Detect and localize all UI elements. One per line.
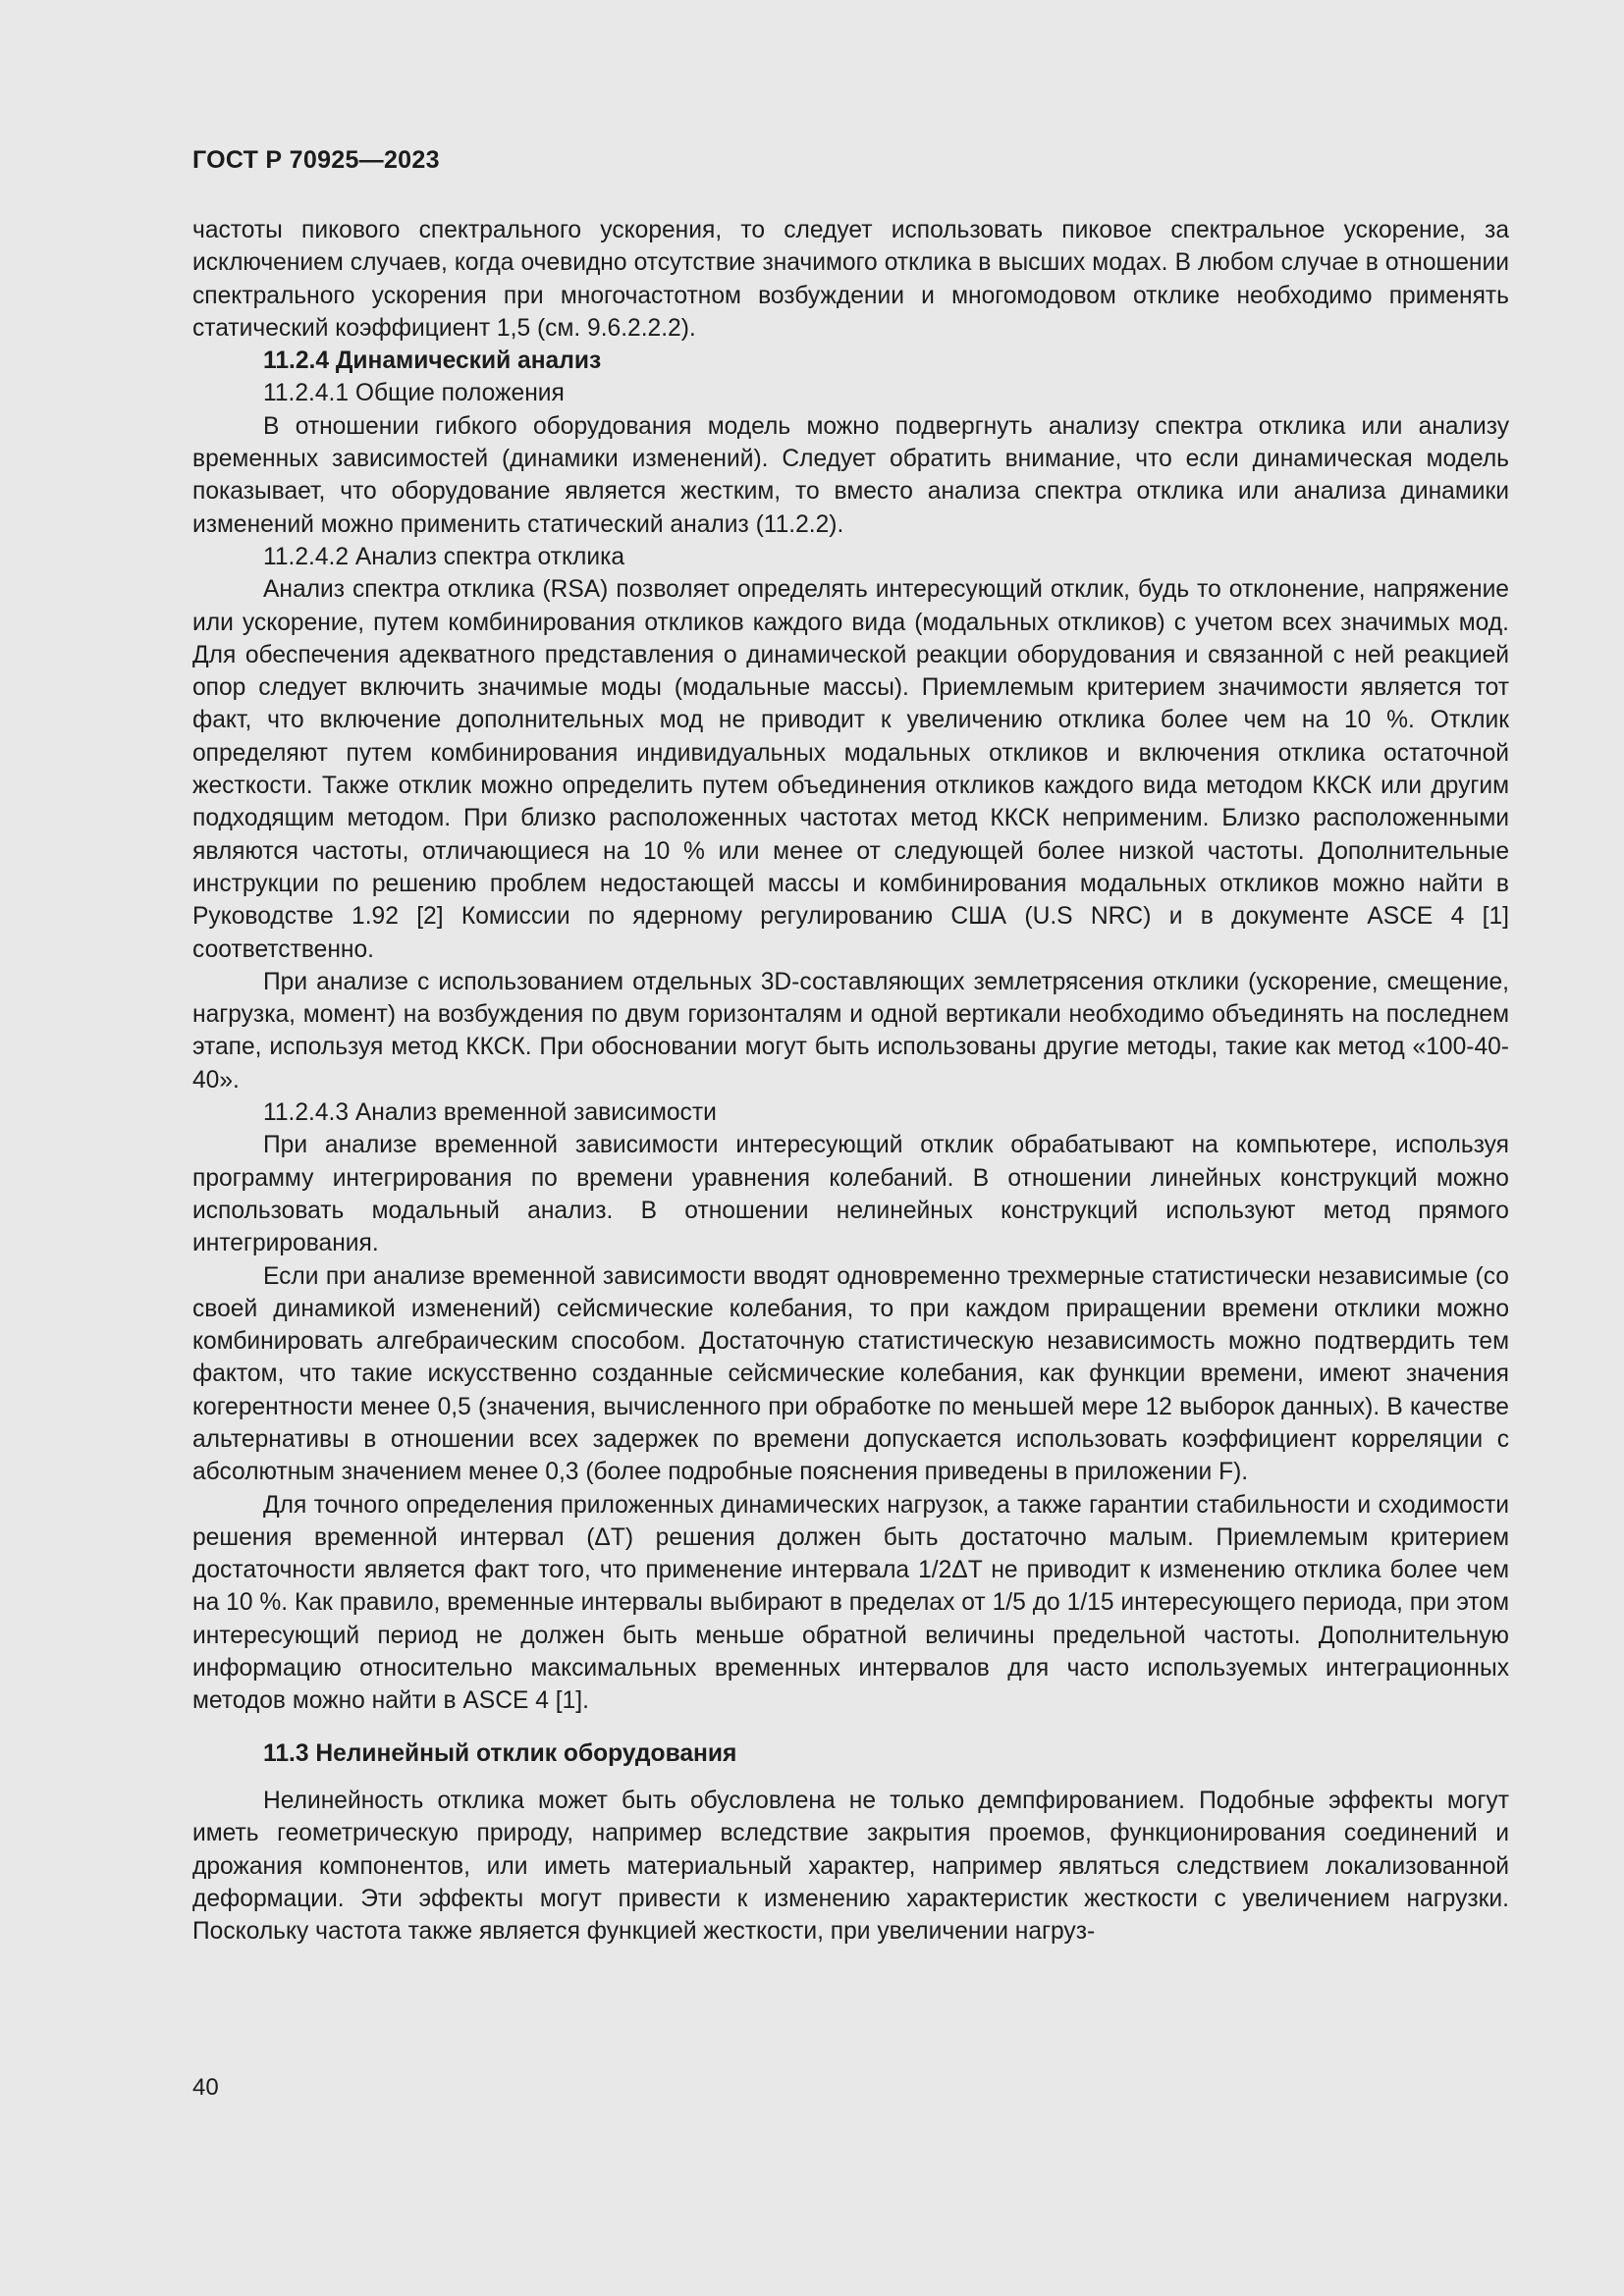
document-body — [192, 214, 1509, 1948]
section-heading-11-2-4: 11.2.4 Динамический анализ — [263, 347, 602, 375]
paragraph-time-history: При анализе временной зависимости интересующий отклик обрабатывают на компьютере, используя программу интегрирования по времени уравнения колебаний. В отношении линейных конструкций можно использовать модальный анализ. В отношении нелинейных конструкций используют метод прямого интегрирования. — [192, 1132, 1509, 1257]
document-code-header: ГОСТ Р 70925—2023 — [192, 146, 440, 174]
paragraph-general-provisions: В отношении гибкого оборудования модель можно подвергнуть анализу спектра отклика или анализу временных зависимостей (динамики изменений). Следует обратить внимание, что если динамическая модель показывает, что оборудование является жестким, то вместо анализа спектра отклика или анализа динамики изменений можно применить статический анализ (11.2.2). — [192, 412, 1509, 538]
paragraph-continuation: частоты пикового спектрального ускорения, то следует использовать пиковое спектральное ускорение, за исключением случаев, когда очевидно отсутствие значимого отклика в высших модах. В любом случае в отношении спектрального ускорения при многочастотном возбуждении и многомодовом отклике необходимо применять статический коэффициент 1,5 (см. 9.6.2.2.2). — [192, 217, 1509, 342]
paragraph-nonlinear-response: Нелинейность отклика может быть обусловлена не только демпфированием. Подобные эффекты могут иметь геометрическую природу, например вследствие закрытия проемов, функционирования соединений и дрожания компонентов, или иметь материальный характер, например являться следствием локализованной деформации. Эти эффекты могут привести к изменению характеристик жесткости с увеличением нагрузки. Поскольку частота также является функцией жесткости, при увеличении нагруз- — [192, 1787, 1509, 1946]
subsection-heading-11-2-4-3: 11.2.4.3 Анализ временной зависимости — [263, 1099, 717, 1127]
paragraph-statistical-independence: Если при анализе временной зависимости вводят одновременно трехмерные статистически независимые (со своей динамикой изменений) сейсмические колебания, то при каждом приращении времени отклики можно комбинировать алгебраическим способом. Достаточную статистическую независимость можно подтвердить тем фактом, что такие искусственно созданные сейсмические колебания, как функции времени, имеют значения когерентности менее 0,5 (значения, вычисленного при обработке по меньшей мере 12 выборок данных). В качестве альтернативы в отношении всех задержек по времени допускается использовать коэффициент корреляции с абсолютным значением менее 0,3 (более подробные пояснения приведены в приложении F). — [192, 1262, 1509, 1486]
paragraph-time-interval: Для точного определения приложенных динамических нагрузок, а также гарантии стабильности и сходимости решения временной интервал (ΔT) решения должен быть достаточно малым. Приемлемым критерием достаточности является факт того, что применение интервала 1/2ΔT не приводит к изменению отклика более чем на 10 %. Как правило, временные интервалы выбирают в пределах от 1/5 до 1/15 интересующего периода, при этом интересующий период не должен быть меньше обратной величины предельной частоты. Дополнительную информацию относительно максимальных временных интервалов для часто используемых интеграционных методов можно найти в ASCE 4 [1]. — [192, 1491, 1509, 1715]
subsection-heading-11-2-4-1: 11.2.4.1 Общие положения — [263, 380, 565, 407]
paragraph-rsa: Анализ спектра отклика (RSA) позволяет определять интересующий отклик, будь то отклонение, напряжение или ускорение, путем комбинирования откликов каждого вида (модальных откликов) с учетом всех значимых мод. Для обеспечения адекватного представления о динамической реакции оборудования и связанной с ней реакцией опор следует включить значимые моды (модальные массы). Приемлемым критерием значимости является тот факт, что включение дополнительных мод не приводит к увеличению отклика более чем на 10 %. Отклик определяют путем комбинирования индивидуальных модальных откликов и включения отклика остаточной жесткости. Также отклик можно определить путем объединения откликов каждого вида методом ККСК или другим подходящим методом. При близко расположенных частотах метод ККСК неприменим. Близко расположенными являются частоты, отличающиеся на 10 % или менее от следующей более низкой частоты. Дополнительные инструкции по решению проблем недостающей массы и комбинирования модальных откликов можно найти в Руководстве 1.92 [2] Комиссии по ядерному регулированию США (U.S NRC) и в документе ASCE 4 [1] соответственно. — [192, 576, 1509, 963]
section-heading-11-3: 11.3 Нелинейный отклик оборудования — [263, 1739, 737, 1767]
document-page — [192, 145, 1509, 1948]
subsection-heading-11-2-4-2: 11.2.4.2 Анализ спектра отклика — [263, 543, 625, 570]
paragraph-3d-components: При анализе с использованием отдельных 3D-составляющих землетрясения отклики (ускорение, смещение, нагрузка, момент) на возбуждения по двум горизонталям и одной вертикали необходимо объединять на последнем этапе, используя метод ККСК. При обосновании могут быть использованы другие методы, такие как метод «100-40-40». — [192, 968, 1509, 1094]
page-number: 40 — [192, 2074, 219, 2101]
